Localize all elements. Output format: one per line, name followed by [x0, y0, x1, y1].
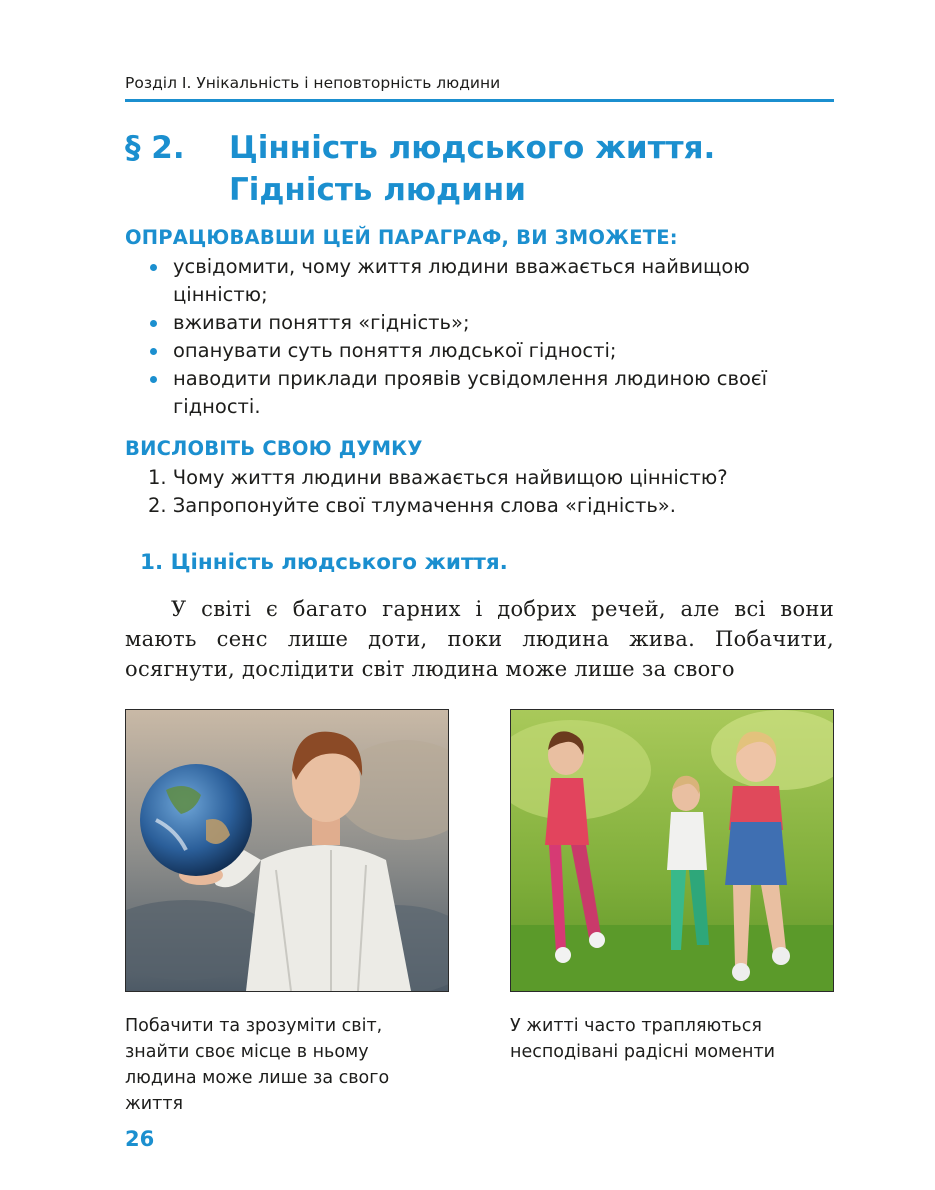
- objectives-heading: ОПРАЦЮВАВШИ ЦЕЙ ПАРАГРАФ, ВИ ЗМОЖЕТЕ:: [125, 226, 678, 249]
- paragraph-number: § 2.: [125, 130, 185, 166]
- list-item: 1. Чому життя людини вважається найвищою цінністю?: [148, 466, 728, 489]
- paragraph-title-line-1: Цінність людського життя.: [229, 130, 716, 166]
- bullet-icon: [150, 320, 157, 327]
- paragraph-title-line-2: Гідність людини: [229, 172, 526, 208]
- figure-caption-2: У житті часто трапляються несподівані радісні моменти: [510, 1016, 776, 1062]
- list-item: опанувати суть поняття людської гідності;: [148, 337, 838, 365]
- page-number: 26: [125, 1127, 155, 1151]
- list-item: наводити приклади проявів усвідомлення людиною своєї гідності.: [148, 365, 838, 421]
- section-heading: 1. Цінність людського життя.: [140, 550, 508, 575]
- list-item: вживати поняття «гідність»;: [148, 309, 838, 337]
- list-item: 2. Запропонуйте свої тлумачення слова «гідність».: [148, 494, 676, 517]
- opinion-list: [148, 464, 838, 520]
- bullet-icon: [150, 348, 157, 355]
- bullet-icon: [150, 264, 157, 271]
- header-divider: [125, 99, 834, 102]
- photo-girls-running: [510, 709, 834, 992]
- objectives-list: [148, 253, 838, 421]
- body-paragraph: У світі є багато гарних і добрих речей, але всі вони мають сенс лише доти, поки людина жива. Побачити, осягнути, дослідити світ людина може лише за свого: [125, 597, 834, 681]
- running-head: Розділ І. Унікальність і неповторність людини: [125, 74, 501, 92]
- figure-caption-1: Побачити та зрозуміти світ, знайти своє місце в ньому людина може лише за свого життя: [125, 1016, 390, 1114]
- bullet-icon: [150, 376, 157, 383]
- photo-boy-with-globe: [125, 709, 449, 992]
- list-item: усвідомити, чому життя людини вважається найвищою цінністю;: [148, 253, 838, 309]
- opinion-heading: ВИСЛОВІТЬ СВОЮ ДУМКУ: [125, 437, 423, 460]
